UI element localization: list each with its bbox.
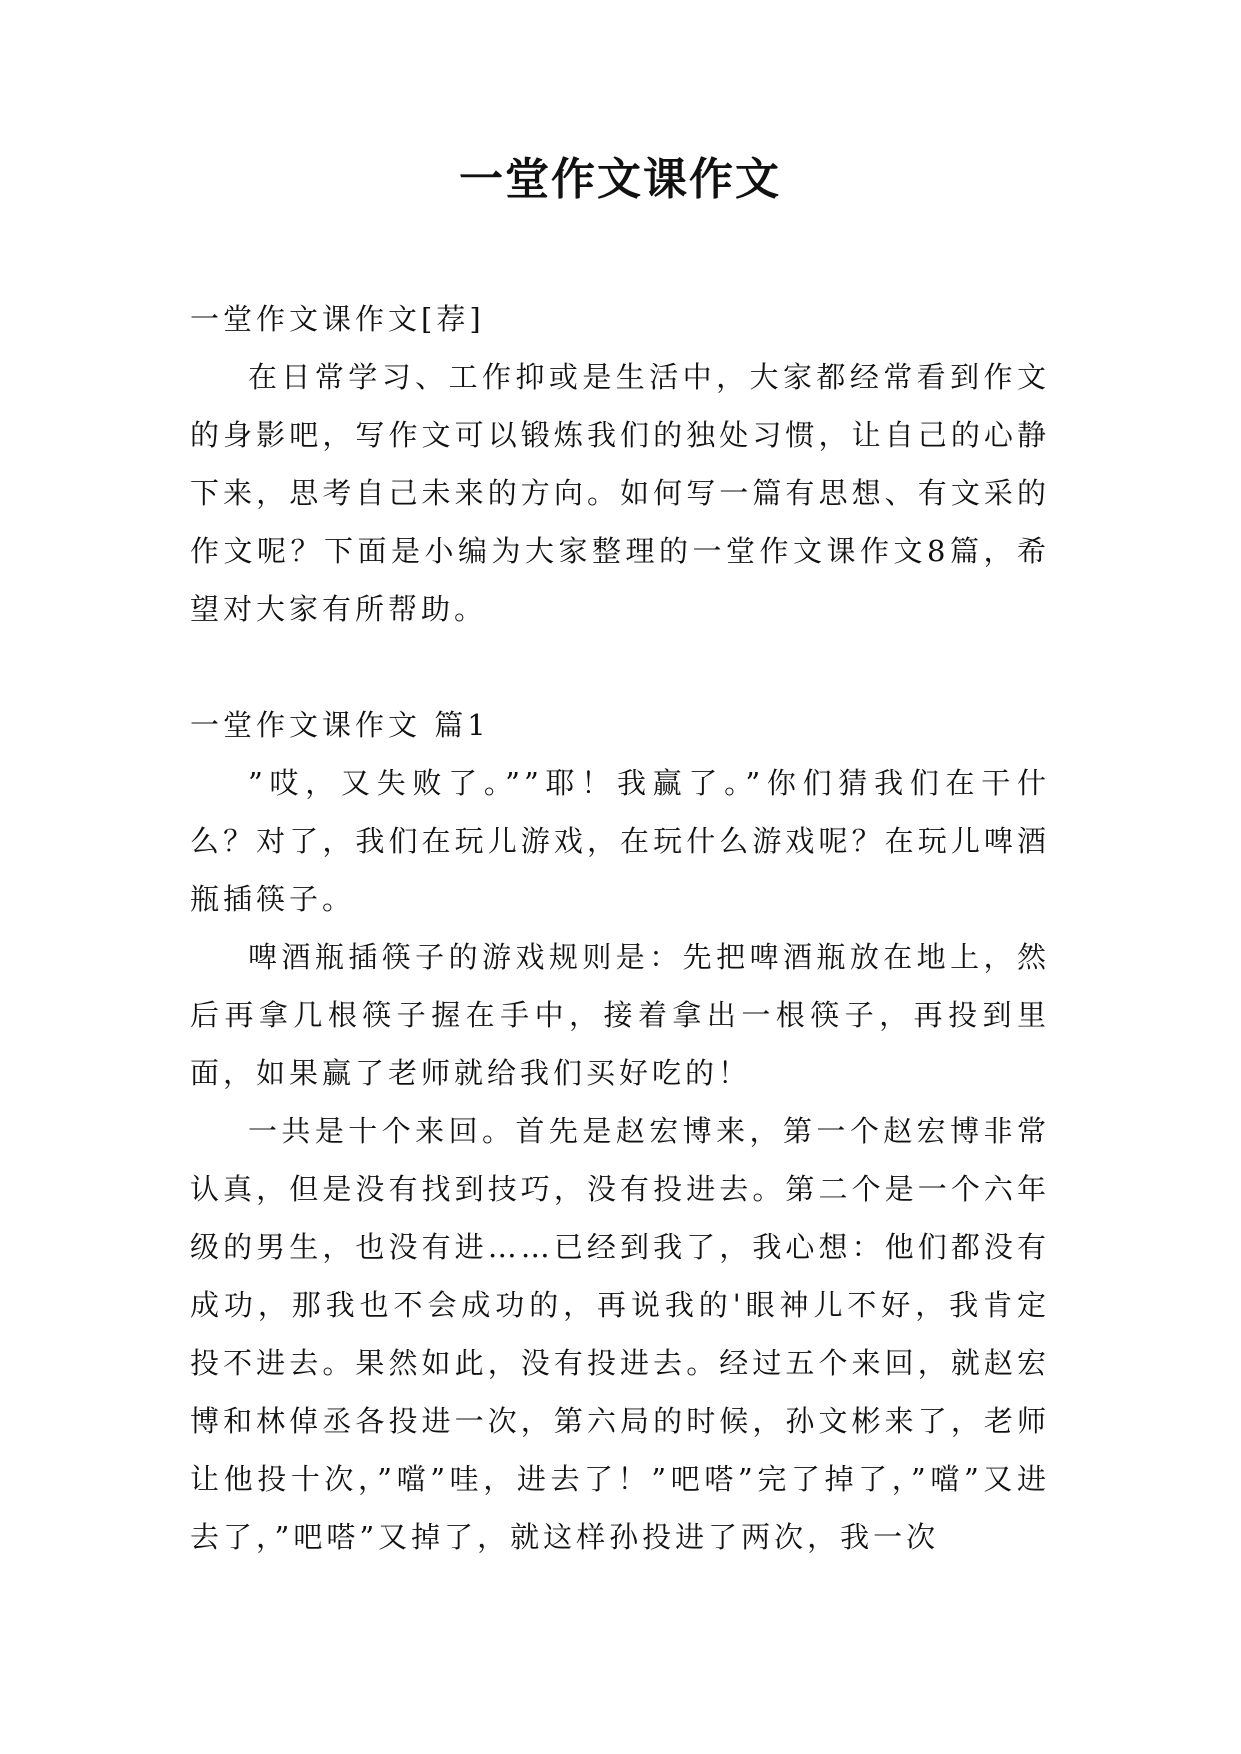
document-body (190, 290, 1050, 1566)
section-1-heading: 一堂作文课作文 篇1 (190, 708, 490, 742)
section-spacer (190, 638, 1050, 696)
intro-heading: 一堂作文课作文[荐] (190, 302, 485, 336)
section-1-paragraph-1: ”哎，又失败了。””耶！我赢了。”你们猜我们在干什么？对了，我们在玩儿游戏，在玩什么游戏呢？在玩儿啤酒瓶插筷子。 (190, 766, 1050, 916)
intro-paragraph: 在日常学习、工作抑或是生活中，大家都经常看到作文的身影吧，写作文可以锻炼我们的独处习惯，让自己的心静下来，思考自己未来的方向。如何写一篇有思想、有文采的作文呢？下面是小编为大家整理的一堂作文课作文8篇，希望对大家有所帮助。 (190, 360, 1050, 626)
document-page (190, 0, 1050, 1754)
section-1-paragraph-2: 啤酒瓶插筷子的游戏规则是：先把啤酒瓶放在地上，然后再拿几根筷子握在手中，接着拿出一根筷子，再投到里面，如果赢了老师就给我们买好吃的！ (190, 940, 1050, 1090)
section-1-paragraph-3: 一共是十个来回。首先是赵宏博来，第一个赵宏博非常认真，但是没有找到技巧，没有投进去。第二个是一个六年级的男生，也没有进……已经到我了，我心想：他们都没有成功，那我也不会成功的，再说我的'眼神儿不好，我肯定投不进去。果然如此，没有投进去。经过五个来回，就赵宏博和林倬丞各投进一次，第六局的时候，孙文彬来了，老师让他投十次，”噹”哇，进去了！”吧嗒”完了掉了，”噹”又进去了，”吧嗒”又掉了，就这样孙投进了两次，我一次 (190, 1114, 1050, 1554)
document-title: 一堂作文课作文 (459, 154, 781, 205)
